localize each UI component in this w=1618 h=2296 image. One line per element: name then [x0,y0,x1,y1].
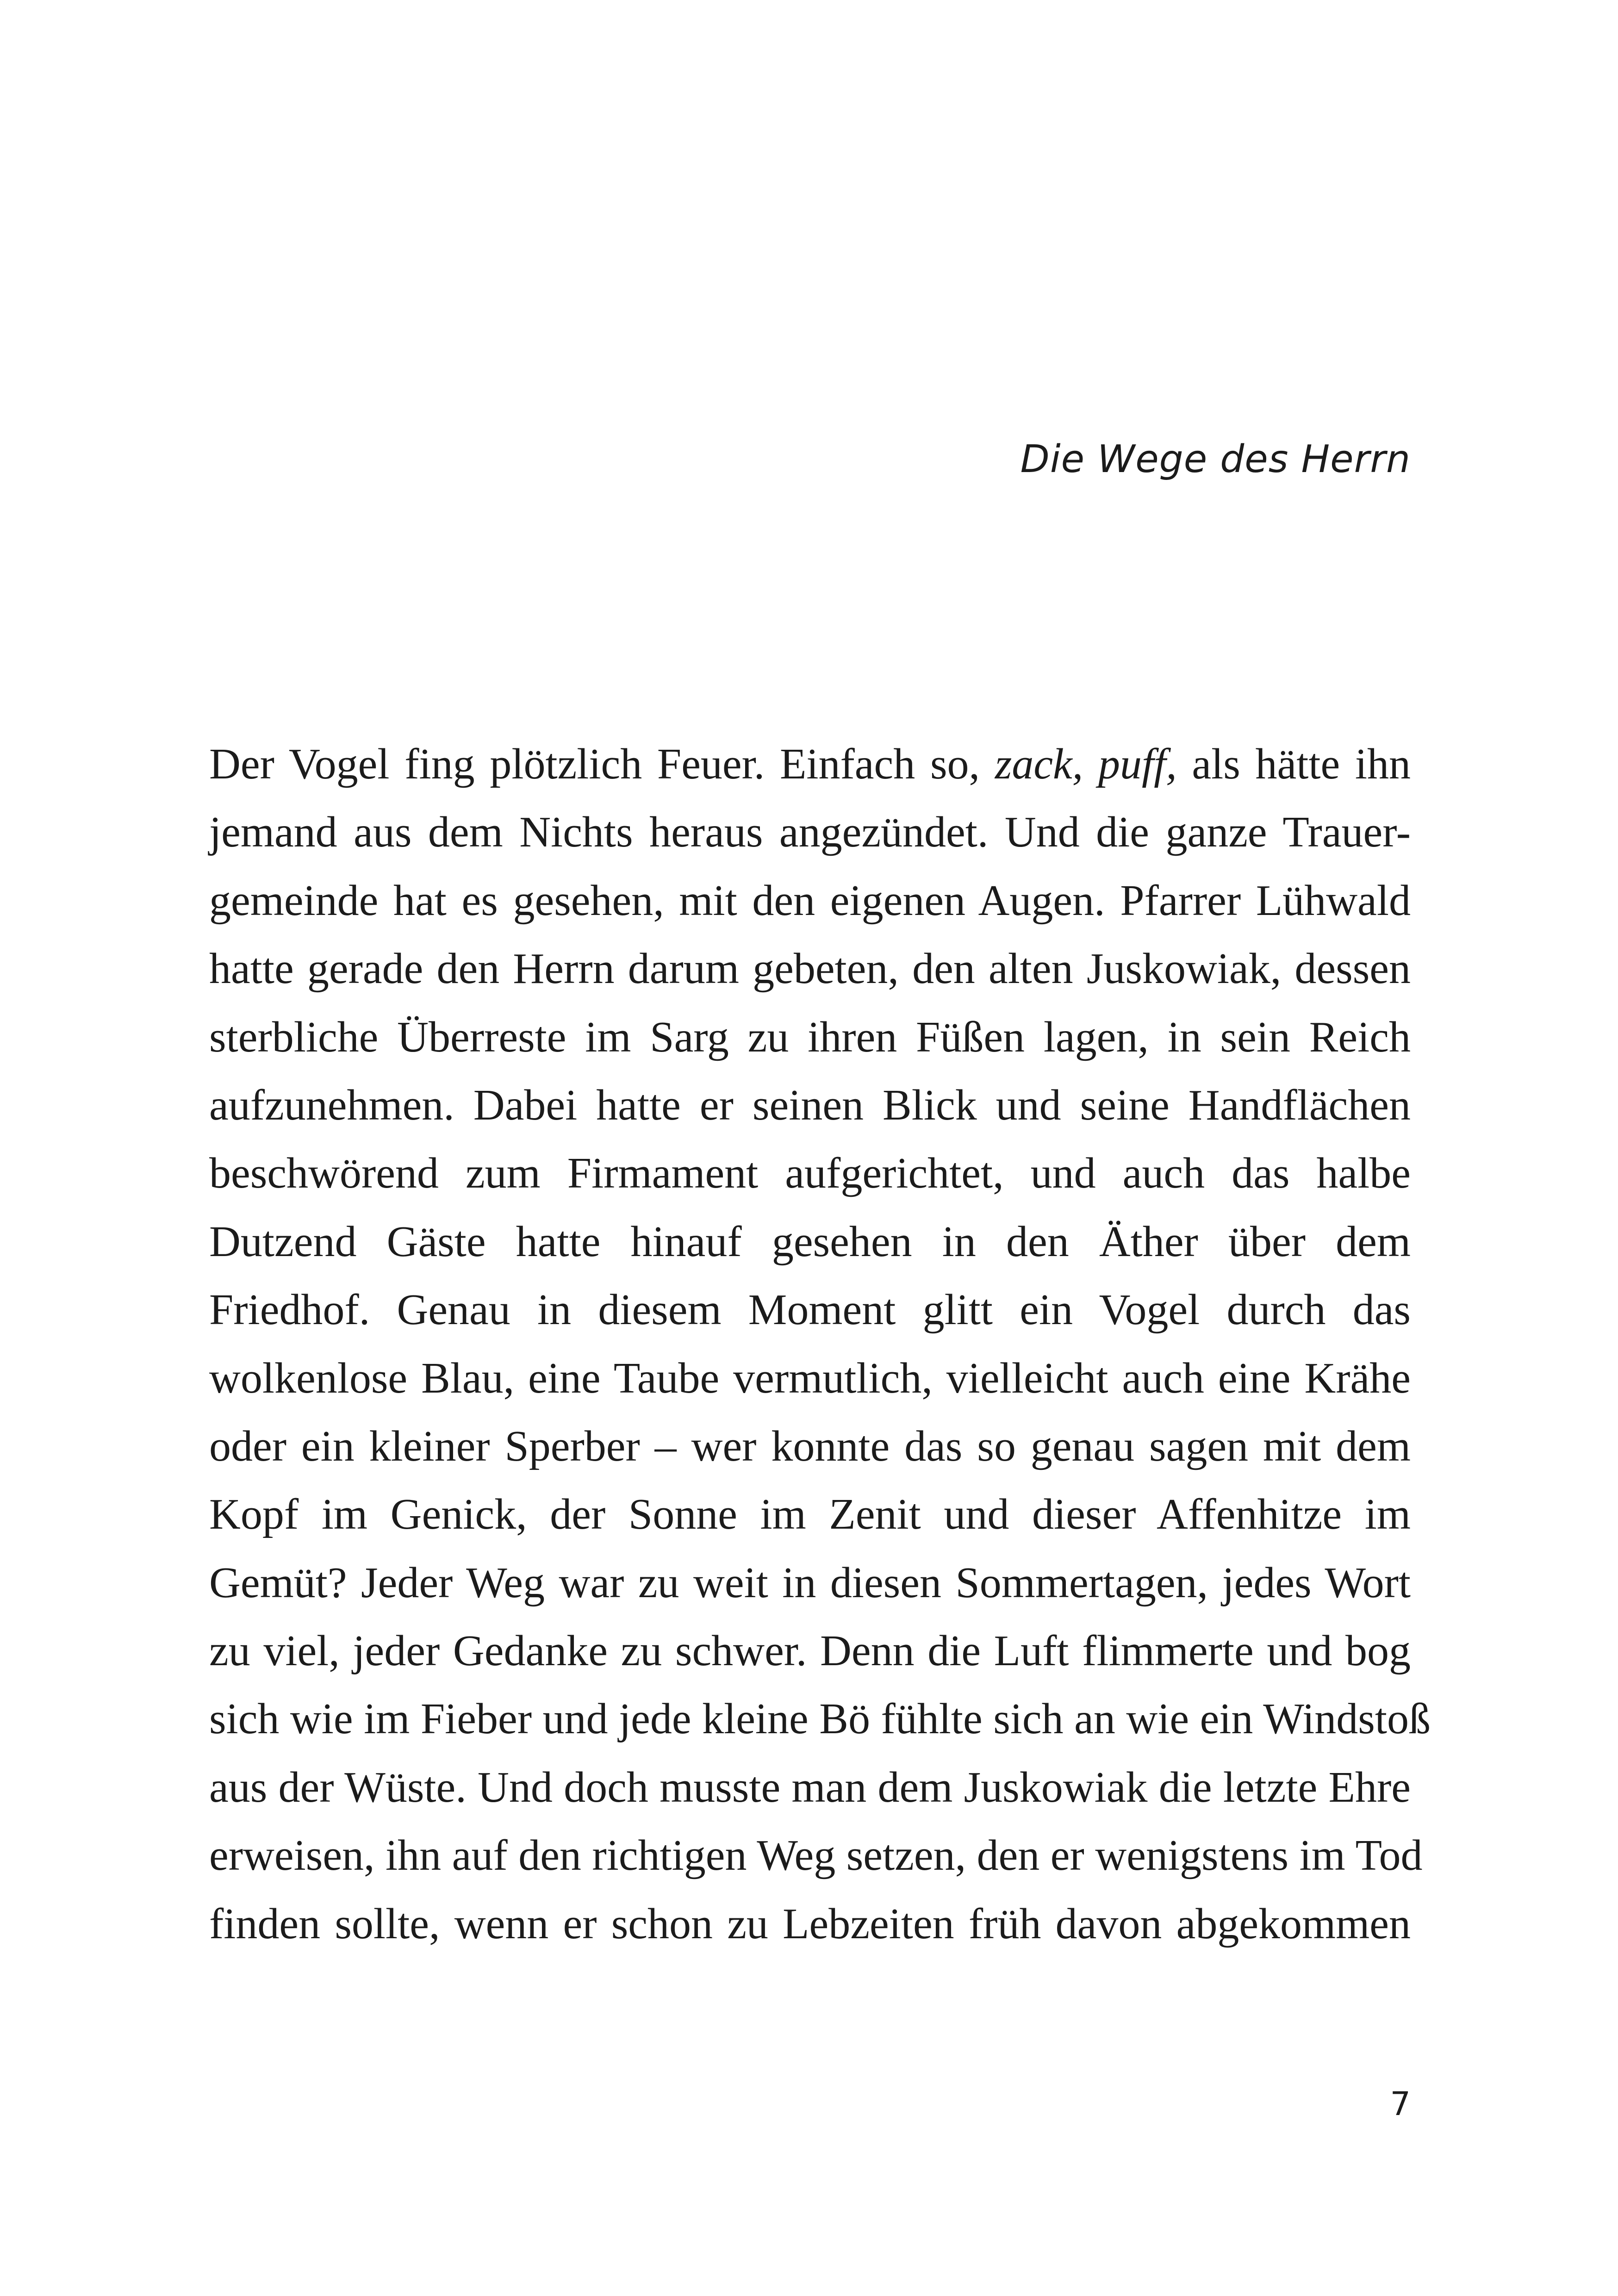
text-line: wolkenlose Blau, eine Taube vermutlich, vielleicht auch eine Krähe [209,1354,1411,1402]
text-line: gemeinde hat es gesehen, mit den eigenen Augen. Pfarrer Lühwald [209,876,1411,925]
italic-text: zack, puff, [995,740,1177,788]
text-line: aus der Wüste. Und doch musste man dem Juskowiak die letzte Ehre [209,1763,1411,1811]
chapter-title: Die Wege des Herrn [1020,437,1411,481]
text-line: beschwörend zum Firmament aufgerichtet, und auch das halbe [209,1149,1411,1198]
text-line: Kopf im Genick, der Sonne im Zenit und dieser Affenhitze im [209,1490,1411,1539]
page-number: 7 [1390,2085,1411,2123]
text-line: hatte gerade den Herrn darum gebeten, den alten Juskowiak, dessen [209,945,1411,993]
body-paragraph [209,730,1431,1958]
text-line: jemand aus dem Nichts heraus angezündet. Und die ganze Trauer- [209,808,1411,857]
text-line: oder ein kleiner Sperber – wer konnte das so genau sagen mit dem [209,1422,1411,1470]
text-line: Gemüt? Jeder Weg war zu weit in diesen Sommertagen, jedes Wort [209,1558,1411,1607]
text-segment: als hätte ihn [1176,740,1411,788]
text-line: erweisen, ihn auf den richtigen Weg setzen, den er wenigstens im Tod [209,1831,1423,1880]
text-line [209,730,1411,798]
text-line: sterbliche Überreste im Sarg zu ihren Füßen lagen, in sein Reich [209,1013,1411,1061]
text-line: sich wie im Fieber und jede kleine Bö fühlte sich an wie ein Windstoß [209,1695,1431,1743]
text-line: finden sollte, wenn er schon zu Lebzeiten früh davon abgekommen [209,1899,1411,1948]
text-line: Dutzend Gäste hatte hinauf gesehen in den Äther über dem [209,1217,1411,1266]
text-line: zu viel, jeder Gedanke zu schwer. Denn die Luft flimmerte und bog [209,1627,1411,1675]
text-line: aufzunehmen. Dabei hatte er seinen Blick und seine Handflächen [209,1081,1411,1129]
text-line: Friedhof. Genau in diesem Moment glitt ein Vogel durch das [209,1286,1411,1334]
text-segment: Der Vogel fing plötzlich Feuer. Einfach so, [209,740,995,788]
